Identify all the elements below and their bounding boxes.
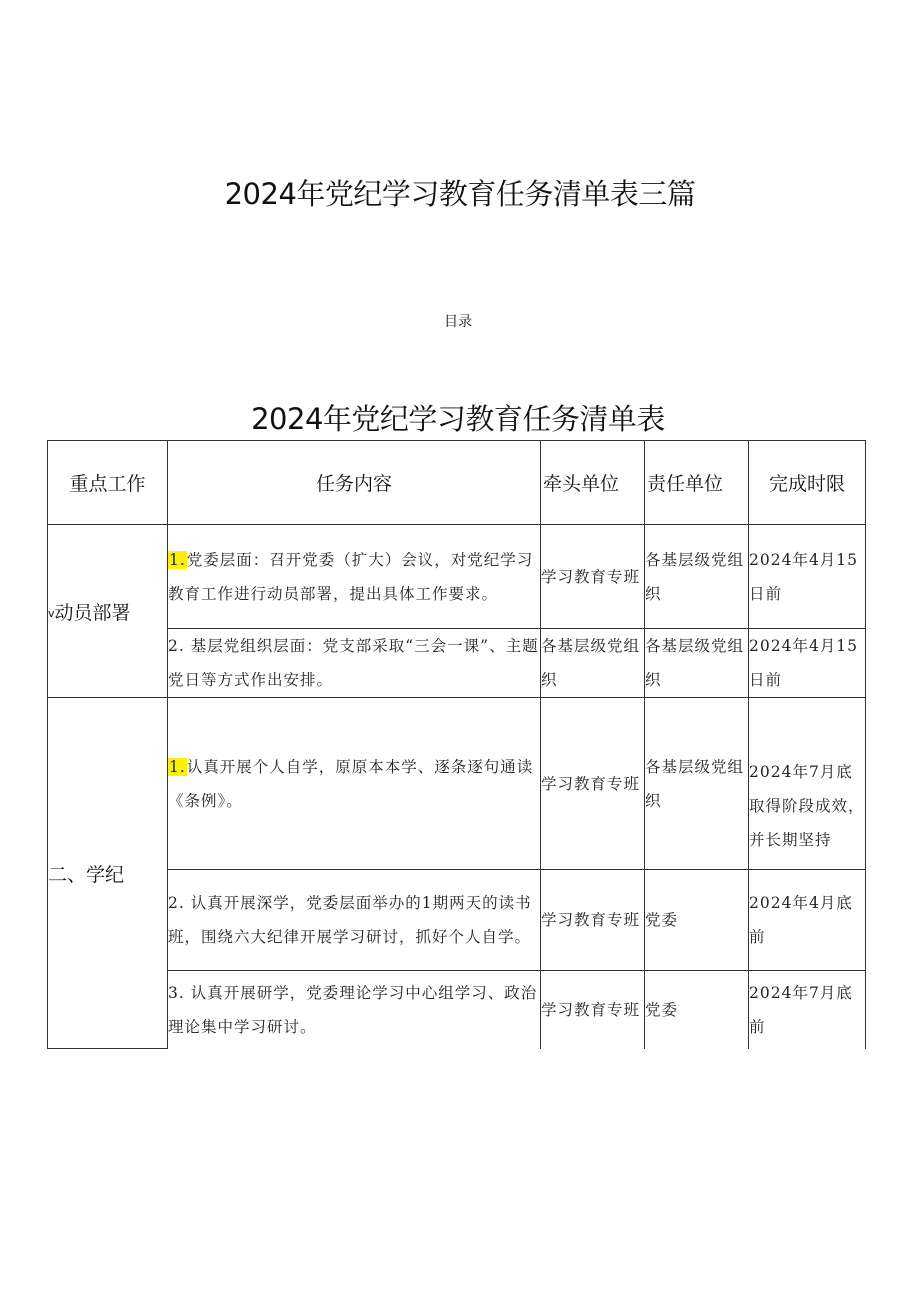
- table-header-row: [48, 441, 866, 525]
- table-row: [48, 525, 866, 629]
- task-content: 党委层面：召开党委（扩大）会议，对党纪学习教育工作进行动员部署，提出具体工作要求。: [168, 550, 534, 603]
- task-content: 基层党组织层面：党支部采取“三会一课”、主题党日等方式作出安排。: [168, 637, 539, 689]
- table-row: [48, 971, 866, 1049]
- section-name: 二、学纪: [48, 863, 125, 886]
- responsible-unit-cell: 各基层级党组织: [645, 629, 749, 698]
- deadline-cell: 2024年7月底前: [749, 971, 866, 1049]
- lead-unit-cell: 学习教育专班: [541, 870, 645, 971]
- responsible-unit-cell: 党委: [645, 870, 749, 971]
- table-title: 2024年党纪学习教育任务清单表: [251, 402, 665, 436]
- section-key-learning: [48, 698, 168, 1049]
- task-content-cell: [168, 698, 541, 870]
- task-content-cell: [168, 525, 541, 629]
- deadline-cell: 2024年4月15日前: [749, 525, 866, 629]
- deadline-cell: 2024年4月底前: [749, 870, 866, 971]
- task-number: 1.: [169, 757, 186, 776]
- task-number: 2.: [168, 894, 185, 912]
- task-content-cell: [168, 629, 541, 698]
- table-row: [48, 629, 866, 698]
- task-content: 认真开展深学，党委层面举办的1期两天的读书班，围绕六大纪律开展学习研讨，抓好个人自学。: [168, 894, 532, 946]
- document-main-title: 2024年党纪学习教育任务清单表三篇: [224, 177, 696, 211]
- header-task-content: 任务内容: [168, 441, 541, 525]
- task-content-cell: [168, 870, 541, 971]
- task-number: 2.: [168, 637, 185, 655]
- task-content: 认真开展个人自学，原原本本学、逐条逐句通读《条例》。: [168, 757, 534, 810]
- lead-unit-cell: 学习教育专班: [541, 698, 645, 870]
- header-responsible-unit: 责任单位: [645, 441, 749, 525]
- lead-unit-cell: 学习教育专班: [541, 525, 645, 629]
- table-row: [48, 698, 866, 870]
- deadline-cell: 2024年7月底取得阶段成效，并长期坚持: [749, 698, 866, 870]
- responsible-unit-cell: 各基层级党组织: [645, 698, 749, 870]
- lead-unit-cell: 各基层级党组织: [541, 629, 645, 698]
- task-content: 认真开展研学，党委理论学习中心组学习、政治理论集中学习研讨。: [168, 983, 538, 1036]
- task-content-cell: [168, 971, 541, 1049]
- header-deadline: 完成时限: [749, 441, 866, 525]
- lead-unit-cell: 学习教育专班: [541, 971, 645, 1049]
- task-list-table: [47, 440, 866, 1049]
- toc-label: 目录: [444, 314, 472, 330]
- table-row: [48, 870, 866, 971]
- deadline-cell: 2024年4月15日前: [749, 629, 866, 698]
- responsible-unit-cell: 各基层级党组织: [645, 525, 749, 629]
- section-name: 动员部署: [54, 601, 131, 624]
- responsible-unit-cell: 党委: [645, 971, 749, 1049]
- section-prefix: v: [48, 606, 55, 620]
- task-number: 1.: [169, 550, 186, 569]
- task-number: 3.: [168, 983, 185, 1002]
- header-lead-unit: 牵头单位: [541, 441, 645, 525]
- header-key-work: 重点工作: [48, 441, 168, 525]
- section-key-mobilization: [48, 525, 168, 698]
